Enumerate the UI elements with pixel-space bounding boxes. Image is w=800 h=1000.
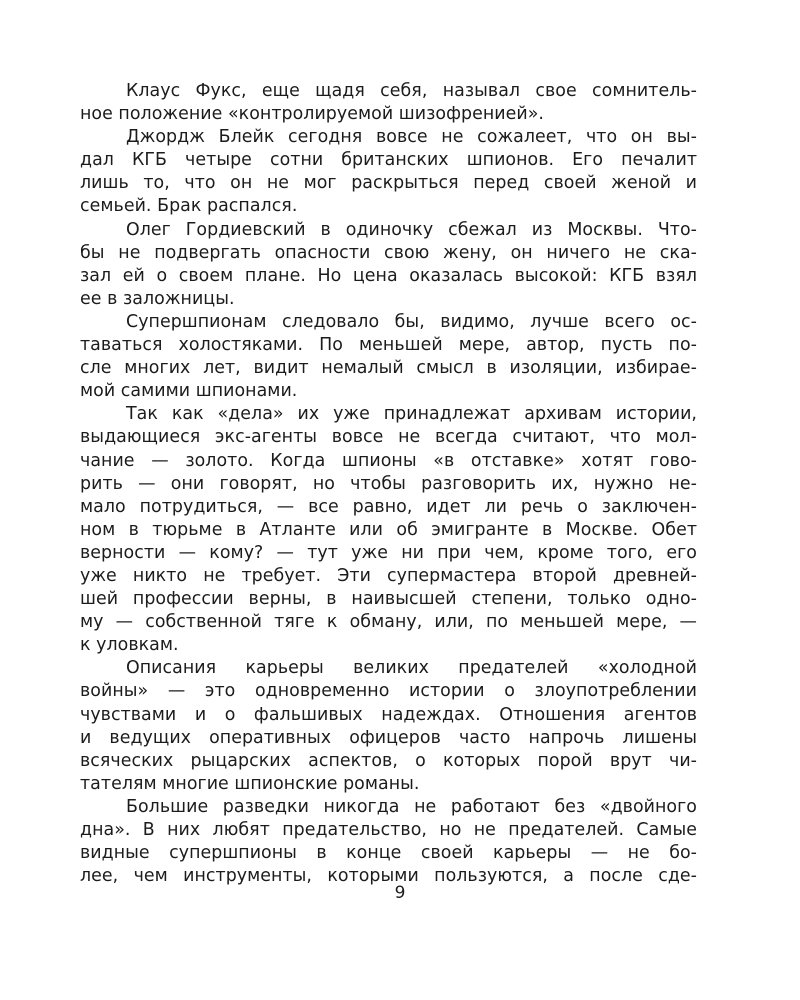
paragraph-blake (80, 126, 697, 218)
text-line: Джордж Блейк сегодня вовсе не сожалеет, что он вы- (126, 127, 697, 148)
text-line: мало потрудиться, — все равно, идет ли речь о заключен- (80, 496, 697, 517)
paragraph-superspies (80, 311, 697, 403)
text-line: семьей. Брак распался. (80, 196, 298, 217)
text-line: му — собственной тяге к обману, или, по меньшей мере, — (80, 612, 697, 633)
paragraph-double-bottom (80, 796, 697, 888)
text-line: и ведущих оперативных офицеров часто напрочь лишены (80, 727, 697, 748)
text-line: шей профессии верны, в наивысшей степени, только одно- (80, 589, 697, 610)
text-line: ее в заложницы. (80, 288, 235, 309)
text-line: лее, чем инструменты, которыми пользуются, а после сде- (80, 866, 697, 887)
text-line: войны» — это одновременно истории о злоупотреблении (80, 681, 697, 702)
text-line: зал ей о своем плане. Но цена оказалась высокой: КГБ взял (80, 265, 697, 286)
text-line: ном в тюрьме в Атланте или об эмигранте в Москве. Обет (80, 519, 697, 540)
page-body (80, 80, 697, 888)
text-line: тателям многие шпионские романы. (80, 773, 420, 794)
text-line: дна». В них любят предательство, но не предателей. Самые (80, 820, 697, 840)
text-line: ное положение «контролируемой шизофренией». (80, 104, 544, 125)
text-line: Олег Гордиевский в одиночку сбежал из Москвы. Что- (126, 219, 697, 240)
text-line: лишь то, что он не мог раскрыться перед своей женой и (80, 173, 697, 194)
text-line: видные супершпионы в конце своей карьеры — не бо- (80, 843, 697, 864)
text-line: сле многих лет, видит немалый смысл в изоляции, избирае- (80, 358, 697, 379)
text-line: дал КГБ четыре сотни британских шпионов. Его печалит (80, 150, 697, 171)
text-line: Большие разведки никогда не работают без «двойного (126, 796, 697, 817)
text-line: чувствами и о фальшивых надеждах. Отношения агентов (80, 704, 697, 725)
text-line: Супершпионам следовало бы, видимо, лучше всего ос- (126, 311, 697, 332)
text-line: выдающиеся экс-агенты вовсе не всегда считают, что мол- (80, 427, 697, 448)
text-line: Так как «дела» их уже принадлежат архивам истории, (126, 404, 697, 425)
text-line: Описания карьеры великих предателей «холодной (126, 658, 697, 679)
page-number: 9 (394, 883, 406, 903)
paragraph-gordievsky (80, 219, 697, 311)
text-line: всяческих рыцарских аспектов, о которых порой врут чи- (80, 750, 697, 771)
text-line: Клаус Фукс, еще щадя себя, называл свое сомнитель- (126, 81, 697, 101)
paragraph-cold-war (80, 657, 697, 796)
text-line: мой самими шпионами. (80, 381, 298, 402)
text-line: уже никто не требует. Эти супермастера второй древней- (80, 565, 697, 586)
paragraph-archives (80, 403, 697, 657)
paragraph-fuchs (80, 80, 697, 126)
text-line: к уловкам. (80, 635, 179, 656)
text-line: верности — кому? — тут уже ни при чем, кроме того, его (80, 542, 697, 563)
text-line: чание — золото. Когда шпионы «в отставке» хотят гово- (80, 450, 697, 471)
text-line: рить — они говорят, но чтобы разговорить их, нужно не- (80, 473, 697, 494)
text-line: бы не подвергать опасности свою жену, он ничего не ска- (80, 242, 697, 263)
text-line: таваться холостяками. По меньшей мере, автор, пусть по- (80, 335, 697, 356)
